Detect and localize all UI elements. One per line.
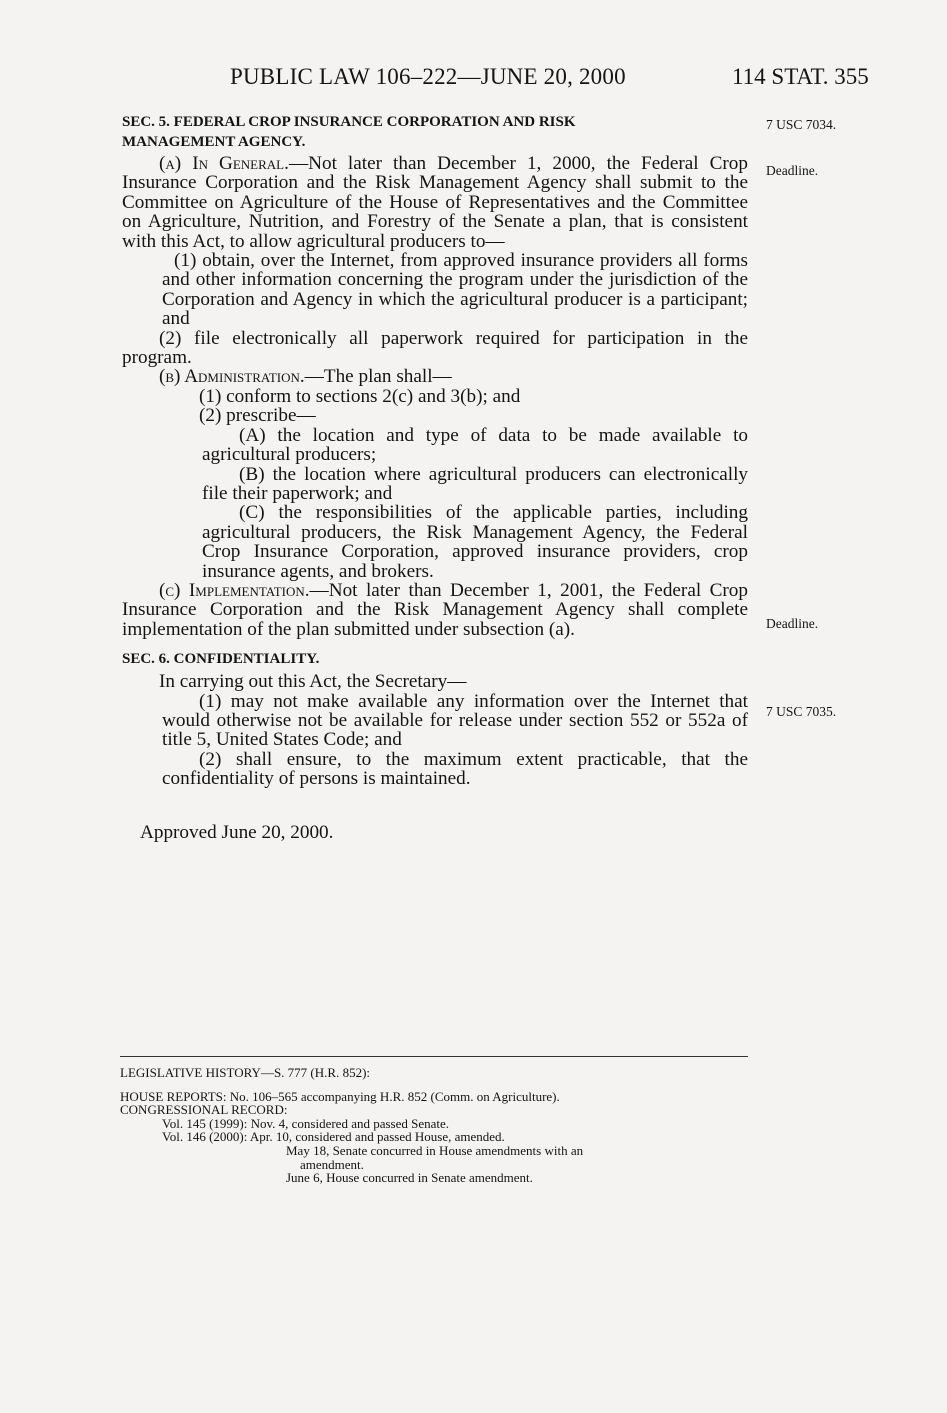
record-may-18-cont: amendment. <box>300 1156 364 1172</box>
sec5-c-text: —Not later than December 1, 2001, the Federal Crop Insurance Corporation and the Risk Management Agency shall complete implementation of the plan submitted under subsection (a). <box>122 579 748 640</box>
sec5-subsection-b <box>122 367 748 386</box>
sec6-item1: (1) may not make available any information over the Internet that would otherwise not be available for release under section 552 or 552a of title 5, United States Code; and <box>162 690 748 751</box>
running-head-title: PUBLIC LAW 106–222—JUNE 20, 2000 <box>230 64 626 89</box>
record-vol-146: Vol. 146 (2000): Apr. 10, considered and passed House, amended. <box>162 1129 505 1145</box>
sec5-heading-line2: MANAGEMENT AGENCY. <box>122 134 306 150</box>
law-text-body <box>122 112 748 842</box>
congressional-record-label: CONGRESSIONAL RECORD: <box>120 1102 288 1118</box>
record-may-18: May 18, Senate concurred in House amendments with an <box>286 1142 584 1158</box>
legislative-history <box>120 1056 748 1185</box>
legislative-history-heading: LEGISLATIVE HISTORY—S. 777 (H.R. 852): <box>120 1065 371 1080</box>
approval-date: Approved June 20, 2000. <box>140 821 334 843</box>
footer-divider <box>120 1056 748 1057</box>
record-vol-145: Vol. 145 (1999): Nov. 4, considered and passed Senate. <box>162 1115 450 1131</box>
margin-note-deadline-1: Deadline. <box>766 163 819 178</box>
sec5-subsection-a <box>122 154 748 251</box>
sec5-b-item-B: (B) the location where agricultural producers can electronically file their paperwork; and <box>202 463 748 504</box>
margin-note-usc-7034: 7 USC 7034. <box>766 117 837 132</box>
sec5-a-label: (a) In General. <box>159 153 289 174</box>
sec5-a-text: —Not later than December 1, 2000, the Federal Crop Insurance Corporation and the Risk Management Agency shall submit to the Committee on Agriculture of the House of Representatives and the Committee on Agriculture, Nutrition, and Forestry of the Senate a plan, that is consistent with this Act, to allow agricultural producers to— <box>122 153 748 252</box>
sec5-b-item2: (2) prescribe— <box>199 405 316 427</box>
sec5-b-item-A: (A) the location and type of data to be made available to agricultural producers; <box>202 424 748 466</box>
sec5-b-text: —The plan shall— <box>304 366 452 388</box>
sec5-a-item2: (2) file electronically all paperwork required for participation in the program. <box>122 327 748 369</box>
statute-page-number: 114 STAT. 355 <box>732 64 869 89</box>
sec5-subsection-c <box>122 581 748 639</box>
sec5-b-item-C: (C) the responsibilities of the applicable parties, including agricultural producers, the Risk Management Agency, the Federal Crop Insurance Corporation, approved insurance providers, crop insurance agents, and brokers. <box>202 502 748 582</box>
sec6-heading: SEC. 6. CONFIDENTIALITY. <box>122 651 320 668</box>
margin-note-usc-7035: 7 USC 7035. <box>766 704 837 719</box>
sec6-intro: In carrying out this Act, the Secretary— <box>159 671 467 693</box>
house-reports: HOUSE REPORTS: No. 106–565 accompanying H.R. 852 (Comm. on Agriculture). <box>120 1088 560 1104</box>
sec5-heading <box>122 112 748 152</box>
sec5-b-label: (b) Administration. <box>159 366 305 388</box>
sec6-item2: (2) shall ensure, to the maximum extent practicable, that the confidentiality of persons is maintained. <box>162 748 748 790</box>
sec5-b-item1: (1) conform to sections 2(c) and 3(b); and <box>199 385 521 407</box>
sec5-c-label: (c) Implementation. <box>159 579 310 601</box>
margin-note-deadline-2: Deadline. <box>766 616 819 631</box>
record-june-6: June 6, House concurred in Senate amendment. <box>286 1170 533 1186</box>
sec5-heading-line1: SEC. 5. FEDERAL CROP INSURANCE CORPORATION AND RISK <box>122 114 576 130</box>
sec5-a-item1: (1) obtain, over the Internet, from approved insurance providers all forms and other information concerning the program under the jurisdiction of the Corporation and Agency in which the agricultural producer is a participant; and <box>162 250 748 330</box>
